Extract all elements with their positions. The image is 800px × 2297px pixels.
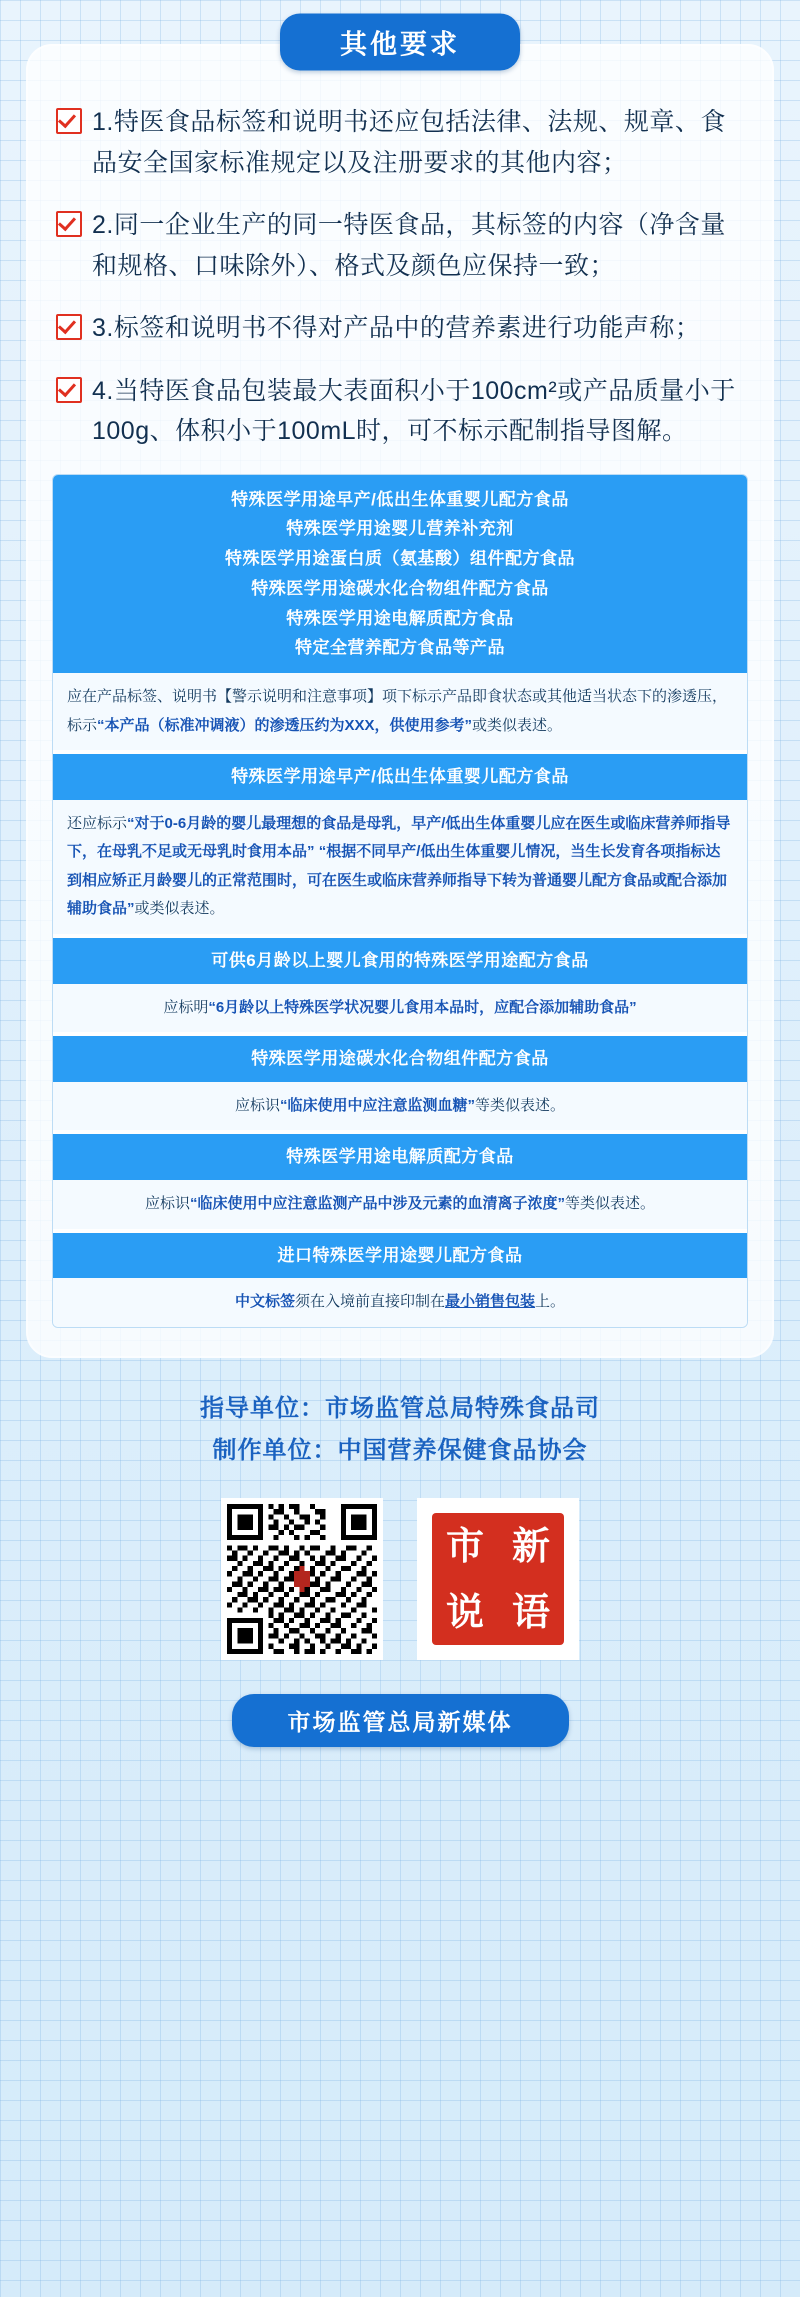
category-line: 特殊医学用途电解质配方食品 [286,608,514,628]
paragraph-highlight: “临床使用中应注意监测产品中涉及元素的血清离子浓度” [189,1195,565,1212]
paragraph-highlight: 中文标签 [234,1293,295,1311]
paragraph-segment: 或类似表述。 [472,716,563,734]
media-row [26,1498,774,1660]
product-category-header [53,475,747,674]
list-item [52,205,748,286]
brand-seal [417,1498,579,1660]
checkbox-icon [56,314,82,340]
info-paragraph [53,1278,747,1327]
requirements-list [52,102,748,452]
category-line: 特殊医学用途早产/低出生体重婴儿配方食品 [231,489,569,509]
paragraph-segment: 应标明 [163,998,209,1016]
category-line: 特殊医学用途婴儿营养补充剂 [286,519,514,539]
info-paragraph [53,673,747,750]
paragraph-highlight: 最小销售包装 [445,1293,536,1311]
section-header: 特殊医学用途电解质配方食品 [53,1134,747,1180]
checkbox-icon [56,108,82,134]
requirement-text: 1.特医食品标签和说明书还应包括法律、法规、规章、食品安全国家标准规定以及注册要求的其他内容； [92,108,726,177]
info-paragraph [53,984,747,1033]
category-line: 特殊医学用途碳水化合物组件配方食品 [251,578,549,598]
paragraph-highlight: “本产品（标准冲调液）的渗透压约为XXX，供使用参考” [97,716,473,734]
credits [26,1388,774,1472]
footer-badge: 市场监管总局新媒体 [232,1694,569,1747]
paragraph-segment: 应标识 [234,1096,280,1114]
list-item [52,102,748,183]
list-item [52,308,748,349]
paragraph-segment: 应在产品标签、说明书【警示说明和注意事项】项下标示产品即食状态或其他适当状态下的渗透压，标示 [67,688,728,734]
requirement-text: 4.当特医食品包装最大表面积小于100cm²或产品质量小于100g、体积小于100mL时，可不标示配制指导图解。 [92,376,736,445]
category-line: 特定全营养配方食品等产品 [295,638,505,658]
seal-char: 语 [511,1588,550,1634]
paragraph-highlight: “对于0-6月龄的婴儿最理想的食品是母乳，早产/低出生体重婴儿应在医生或临床营养师指导下，在母乳不足或无母乳时食用本品” [67,814,731,861]
paragraph-highlight: “根据不同早产/低出生体重婴儿情况，当生长发育各项指标达到相应矫正月龄婴儿的正常范围时，可在医生或临床营养师指导下转为普通婴儿配方食品或配合添加辅助食品” [67,843,728,918]
requirement-text: 2.同一企业生产的同一特医食品，其标签的内容（净含量和规格、口味除外）、格式及颜色应保持一致； [92,211,726,280]
paragraph-segment: 等类似表述。 [475,1096,566,1114]
requirement-text: 3.标签和说明书不得对产品中的营养素进行功能声称； [92,314,701,342]
seal-char: 市 [445,1522,484,1568]
paragraph-segment: 或类似表述。 [134,900,225,918]
info-paragraph [53,1082,747,1131]
paragraph-highlight: “临床使用中应注意监测血糖” [279,1096,475,1114]
credit-line-producer: 制作单位：中国营养保健食品协会 [212,1436,588,1464]
paragraph-highlight: “6月龄以上特殊医学状况婴儿食用本品时，应配合添加辅助食品” [208,998,637,1016]
info-paragraph [53,800,747,934]
section-header: 特殊医学用途碳水化合物组件配方食品 [53,1036,747,1082]
page-title: 其他要求 [280,14,520,71]
paragraph-segment: 须在入境前直接印制在 [294,1293,445,1311]
info-paragraph [53,1180,747,1229]
section-header: 进口特殊医学用途婴儿配方食品 [53,1233,747,1279]
content-card [26,29,774,1358]
paragraph-segment: 还应标示 [67,814,128,832]
section-header: 可供6月龄以上婴儿食用的特殊医学用途配方食品 [53,938,747,984]
list-item [52,371,748,452]
checkbox-icon [56,377,82,403]
paragraph-segment: 应标识 [144,1195,190,1212]
paragraph-segment: 等类似表述。 [565,1195,656,1212]
checkbox-icon [56,211,82,237]
paragraph-segment: 上。 [535,1293,566,1311]
category-line: 特殊医学用途蛋白质（氨基酸）组件配方食品 [225,549,575,568]
section-header: 特殊医学用途早产/低出生体重婴儿配方食品 [53,754,747,800]
qr-code[interactable] [221,1498,383,1660]
seal-characters [432,1513,564,1645]
credit-line-guidance: 指导单位：市场监管总局特殊食品司 [200,1394,600,1422]
seal-char: 新 [511,1522,550,1568]
info-block [52,474,748,1328]
seal-char: 说 [445,1588,484,1634]
